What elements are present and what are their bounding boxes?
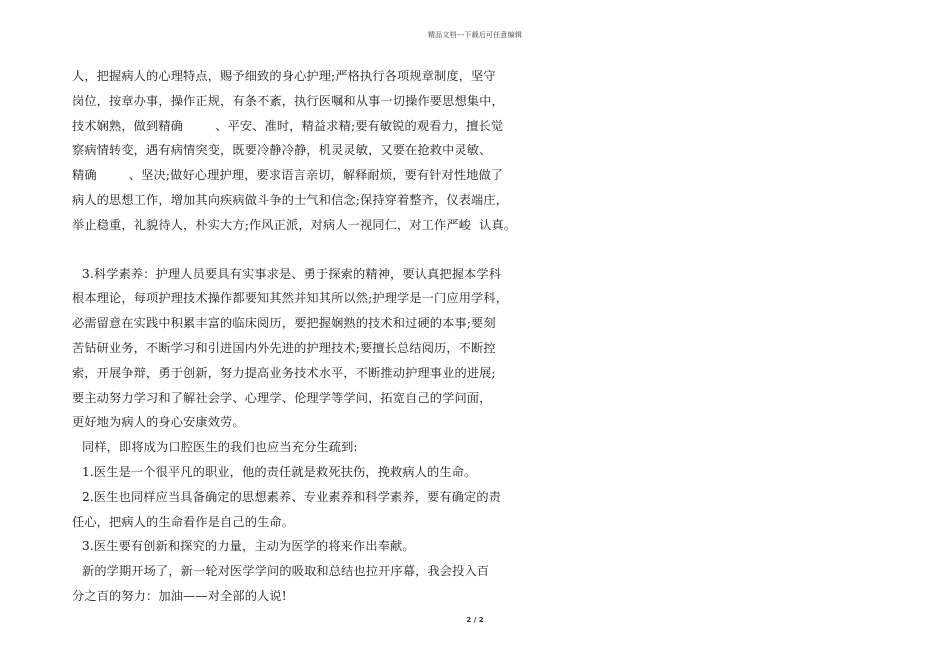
- paragraph-2: [72, 262, 509, 436]
- text-line: 人，把握病人的心理特点，赐予细致的身心护理;严格执行各项规章制度，坚守: [72, 69, 496, 83]
- text-line: 分之百的努力：加油——对全部的人说!: [72, 588, 287, 603]
- paragraph-7: [72, 559, 492, 609]
- text-line: 新的学期开场了，新一轮对医学学问的吸取和总结也拉开序幕，我会投入百: [82, 564, 490, 579]
- page-header: 精品文档---下载后可任意编辑: [427, 31, 523, 39]
- text-line: 病人的思想工作，增加其向疾病做斗争的士气和信念;保持穿着整齐，仪表端庄，: [72, 192, 509, 207]
- text-line: 更好地为病人的身心安康效劳。: [72, 415, 245, 430]
- text-line: 任心，把病人的生命看作是自己的生命。: [72, 514, 295, 529]
- text-line: 根本理论，每项护理技术操作都要知其然并知其所以然;护理学是一门应用学科，: [72, 291, 509, 306]
- paragraph-6: 3.医生要有创新和探究的力量，主动为医学的将来作出奉献。: [82, 539, 415, 554]
- text-line: 要主动努力学习和了解社会学、心理学、伦理学等学问，拓宽自己的学问面，: [72, 390, 492, 405]
- document-body: [72, 64, 517, 609]
- paragraph-4: 1.医生是一个很平凡的职业，他的责任就是救死扶伤，挽救病人的生命。: [82, 464, 477, 479]
- text-line: 岗位，按章办事，操作正规，有条不紊，执行医嘱和从事一切操作要思想集中，: [72, 93, 504, 108]
- paragraph-3: 同样，即将成为口腔医生的我们也应当充分生疏到:: [82, 440, 358, 455]
- page-number: 2 / 2: [466, 616, 484, 624]
- text-line: 索，开展争辩，勇于创新，努力提高业务技术水平，不断推动护理事业的进展;: [72, 365, 496, 380]
- paragraph-spacer: [72, 238, 492, 262]
- text-line: 3.科学素养：护理人员要具有实事求是、勇于探索的精神，要认真把握本学科: [82, 266, 502, 281]
- text-line: 2.医生也同样应当具备确定的思想素养、专业素养和科学素养，要有确定的责: [82, 489, 502, 504]
- text-line: 必需留意在实践中积累丰富的临床阅历，要把握娴熟的技术和过硬的本事;要刻: [72, 316, 496, 331]
- text-line: 精确 、坚决;做好心理护理，要求语言亲切，解释耐烦，要有针对性地做了: [72, 168, 504, 183]
- paragraph-5: [72, 485, 502, 535]
- text-line: 举止稳重，礼貌待人，朴实大方;作风正派，对病人一视同仁，对工作严峻 认真。: [72, 217, 517, 232]
- text-line: 察病情转变，遇有病情突变，既要冷静冷静，机灵灵敏，又要在抢救中灵敏、: [72, 143, 492, 158]
- paragraph-1: [72, 64, 517, 238]
- text-line: 苦钻研业务，不断学习和引进国内外先进的护理技术;要擅长总结阅历，不断控: [72, 340, 496, 355]
- text-line: 技术娴熟，做到精确 、平安、准时，精益求精;要有敏锐的观看力，擅长觉: [72, 118, 504, 133]
